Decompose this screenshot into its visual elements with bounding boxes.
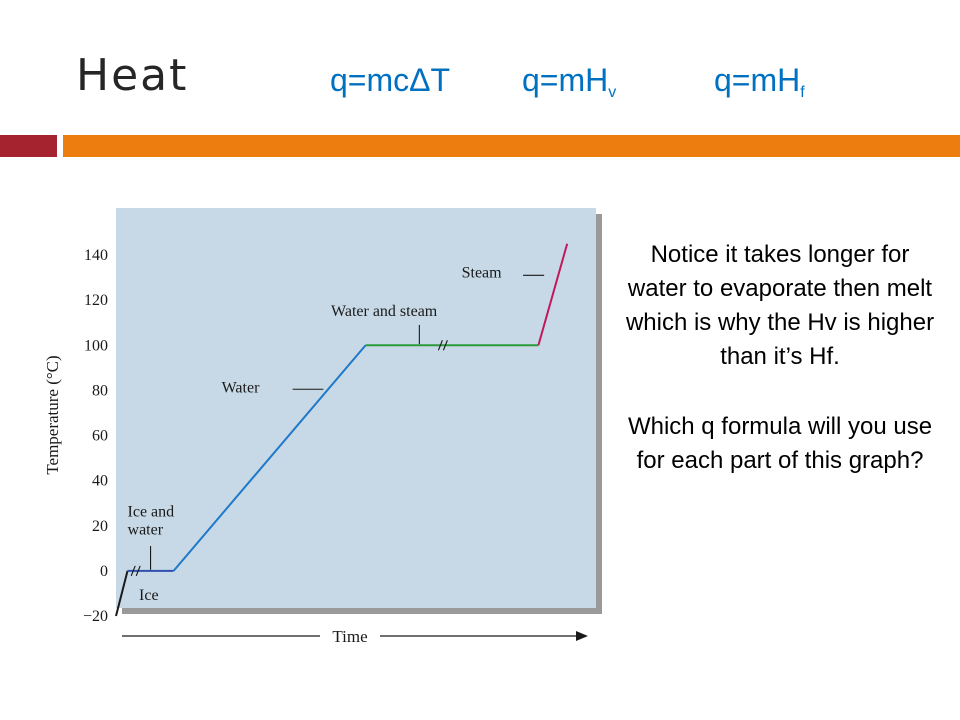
note-paragraph: Notice it takes longer for water to evaporate then melt which is why the Hv is higher than it’s Hf. [625, 241, 935, 370]
y-tick-label: 0 [100, 562, 108, 580]
y-tick-label: 20 [92, 517, 108, 535]
annotation-water-and-steam: Water and steam [331, 302, 438, 320]
y-tick-label: 80 [92, 382, 108, 400]
question-paragraph: Which q formula will you use for each part of this graph? [627, 413, 933, 474]
explanation-text [625, 238, 935, 478]
y-tick-label: 60 [92, 427, 108, 445]
accent-bar-red [0, 135, 57, 157]
annotation-ice-and-water: Ice and water [127, 503, 175, 539]
formula-vaporization: $q=mH_v$ [522, 62, 617, 101]
annotation-ice: Ice [139, 587, 159, 605]
annotation-water: Water [221, 379, 260, 397]
y-tick-label: 40 [92, 472, 108, 490]
heating-curve-chart [30, 190, 620, 660]
y-axis-label: Temperature (°C) [43, 355, 62, 475]
y-tick-label: 100 [84, 337, 108, 355]
formula-fusion: $q=mH_f$ [714, 62, 805, 101]
accent-bar-orange [63, 135, 960, 157]
slide-title: Heat [76, 50, 189, 101]
plot-area [116, 208, 596, 608]
y-tick-label: −20 [82, 608, 108, 625]
annotation-steam: Steam [461, 264, 502, 282]
x-axis-label: Time [332, 627, 368, 646]
y-tick-label: 120 [84, 292, 108, 310]
y-tick-label: 140 [84, 247, 108, 264]
formula-specific-heat: q=mcΔT [330, 62, 451, 98]
